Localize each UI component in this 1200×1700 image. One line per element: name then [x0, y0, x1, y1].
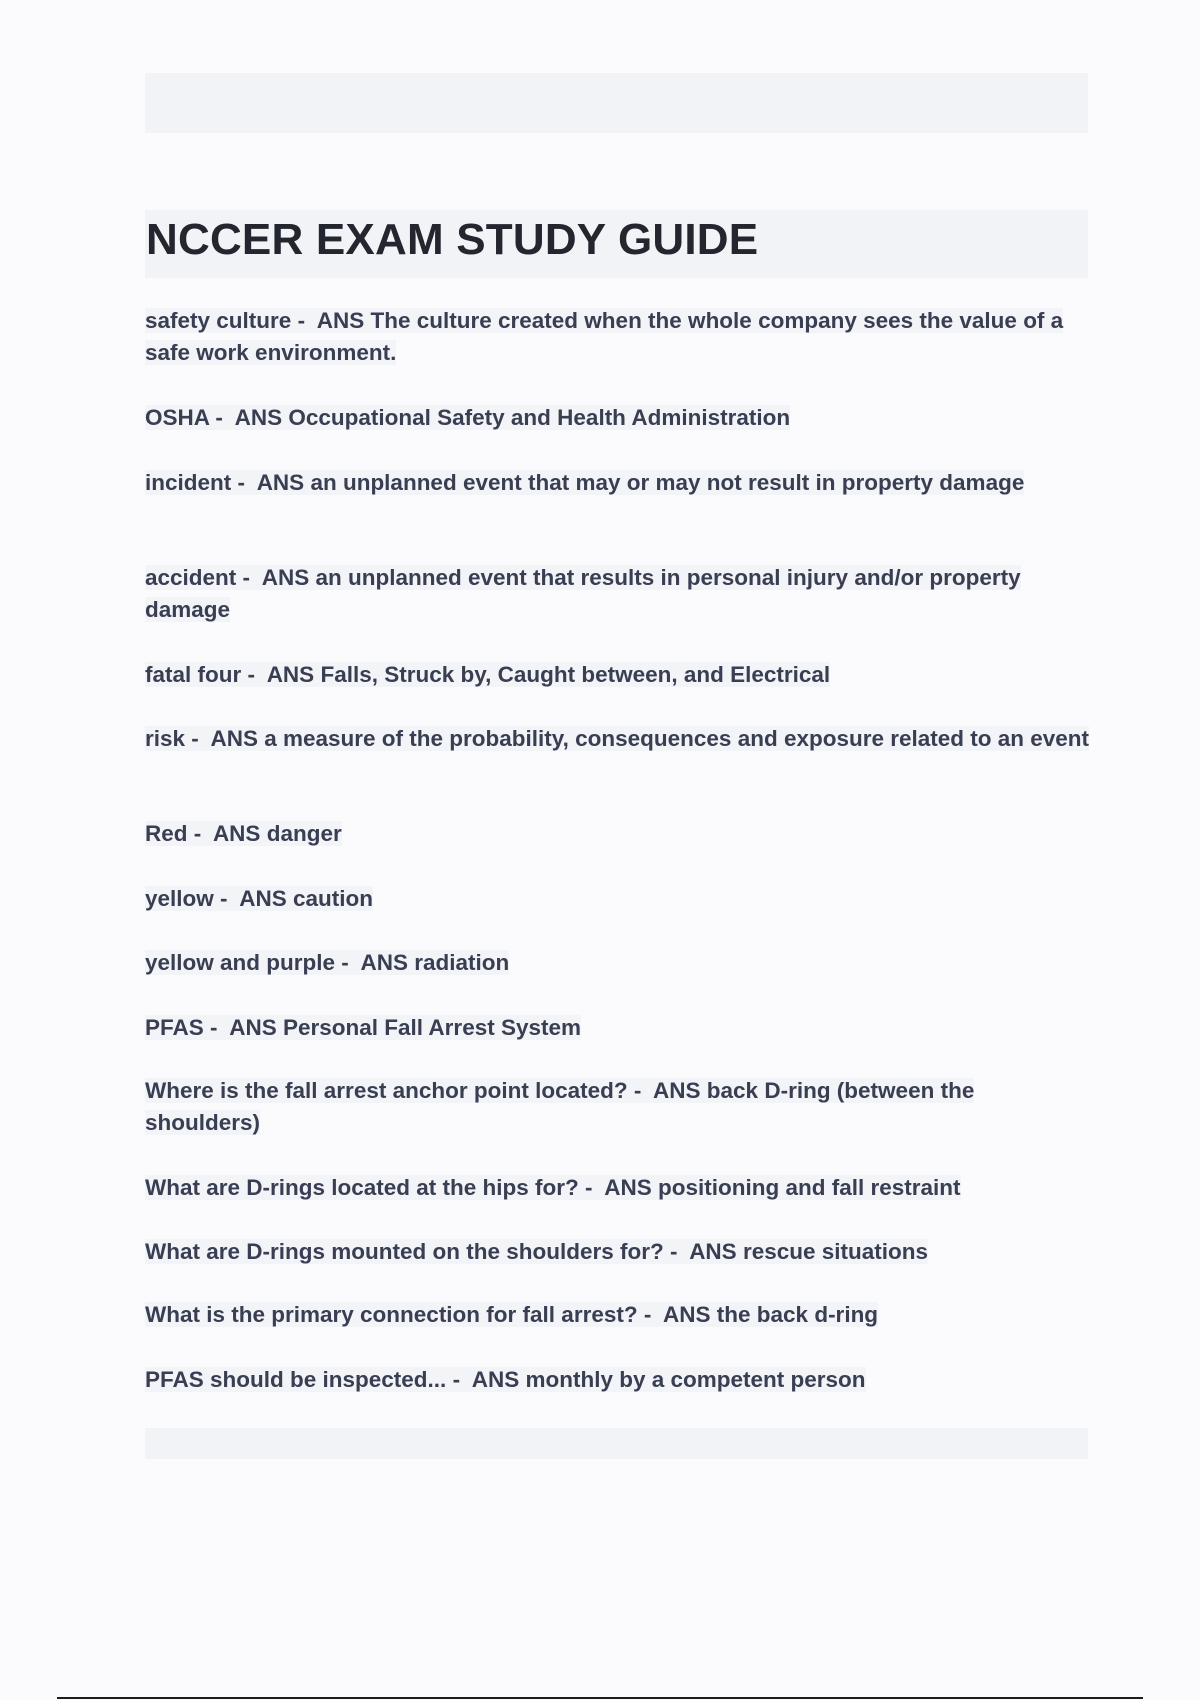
qa-term: yellow and purple [145, 950, 336, 975]
qa-answer: ANS a measure of the probability, consequences and exposure related to an event [210, 726, 1090, 751]
qa-answer: ANS an unplanned event that results in personal injury and/or property damage [145, 565, 1021, 622]
qa-separator: - [187, 821, 213, 846]
qa-separator: - [335, 950, 361, 975]
qa-term: OSHA [145, 405, 210, 430]
qa-separator: - [637, 1302, 664, 1327]
qa-entry-anchor-point [145, 1075, 1090, 1139]
qa-entry-pfas-inspection [145, 1364, 1090, 1396]
qa-separator: - [446, 1367, 472, 1392]
qa-term: PFAS should be inspected... [145, 1367, 447, 1392]
qa-entry-fatal-four [145, 659, 1090, 691]
qa-answer: ANS danger [212, 821, 342, 846]
qa-term: risk [145, 726, 186, 751]
qa-term: What are D-rings located at the hips for? [145, 1175, 579, 1200]
qa-answer: ANS the back d-ring [663, 1302, 879, 1327]
qa-answer: ANS positioning and fall restraint [604, 1175, 961, 1200]
qa-entry-shoulder-d-rings [145, 1236, 1090, 1268]
qa-answer: ANS rescue situations [689, 1239, 929, 1264]
qa-answer: ANS Occupational Safety and Health Administration [234, 405, 791, 430]
qa-entry-red [145, 818, 1090, 850]
qa-term: What are D-rings mounted on the shoulders for? [145, 1239, 664, 1264]
qa-answer: ANS Falls, Struck by, Caught between, and Electrical [266, 662, 831, 687]
qa-entry-osha [145, 402, 1090, 434]
qa-term: safety culture [145, 308, 292, 333]
qa-separator: - [209, 405, 235, 430]
qa-separator: - [236, 565, 262, 590]
qa-answer: ANS caution [239, 886, 373, 911]
qa-entry-pfas [145, 1012, 1090, 1044]
qa-entry-hip-d-rings [145, 1172, 1090, 1204]
qa-separator: - [578, 1175, 605, 1200]
qa-separator: - [185, 726, 211, 751]
qa-separator: - [291, 308, 317, 333]
qa-term: What is the primary connection for fall arrest? [145, 1302, 638, 1327]
qa-entry-yellow-and-purple [145, 947, 1090, 979]
qa-term: PFAS [145, 1015, 204, 1040]
qa-answer: ANS back D-ring (between the shoulders) [145, 1078, 975, 1135]
qa-separator: - [663, 1239, 690, 1264]
qa-term: Where is the fall arrest anchor point located? [145, 1078, 628, 1103]
qa-answer: ANS an unplanned event that may or may not result in property damage [256, 470, 1025, 495]
bottom-placeholder-band [145, 1428, 1088, 1459]
header-placeholder-band [145, 73, 1088, 133]
qa-entry-yellow [145, 883, 1090, 915]
qa-separator: - [213, 886, 240, 911]
qa-separator: - [231, 470, 257, 495]
qa-answer: ANS Personal Fall Arrest System [229, 1015, 582, 1040]
qa-answer: ANS The culture created when the whole company sees the value of a safe work environment. [145, 308, 1064, 365]
qa-entry-primary-connection [145, 1299, 1090, 1331]
qa-entry-safety-culture [145, 305, 1090, 369]
qa-entry-risk [145, 723, 1090, 755]
qa-separator: - [627, 1078, 654, 1103]
qa-term: fatal four [145, 662, 242, 687]
qa-entry-accident [145, 562, 1090, 626]
qa-term: Red [145, 821, 188, 846]
qa-term: incident [145, 470, 232, 495]
qa-term: accident [145, 565, 237, 590]
footer-divider [57, 1697, 1143, 1699]
qa-entry-incident [145, 467, 1090, 499]
qa-separator: - [241, 662, 267, 687]
page-title: NCCER EXAM STUDY GUIDE [146, 215, 759, 264]
qa-term: yellow [145, 886, 214, 911]
qa-answer: ANS radiation [360, 950, 510, 975]
qa-answer: ANS monthly by a competent person [471, 1367, 866, 1392]
qa-separator: - [203, 1015, 230, 1040]
